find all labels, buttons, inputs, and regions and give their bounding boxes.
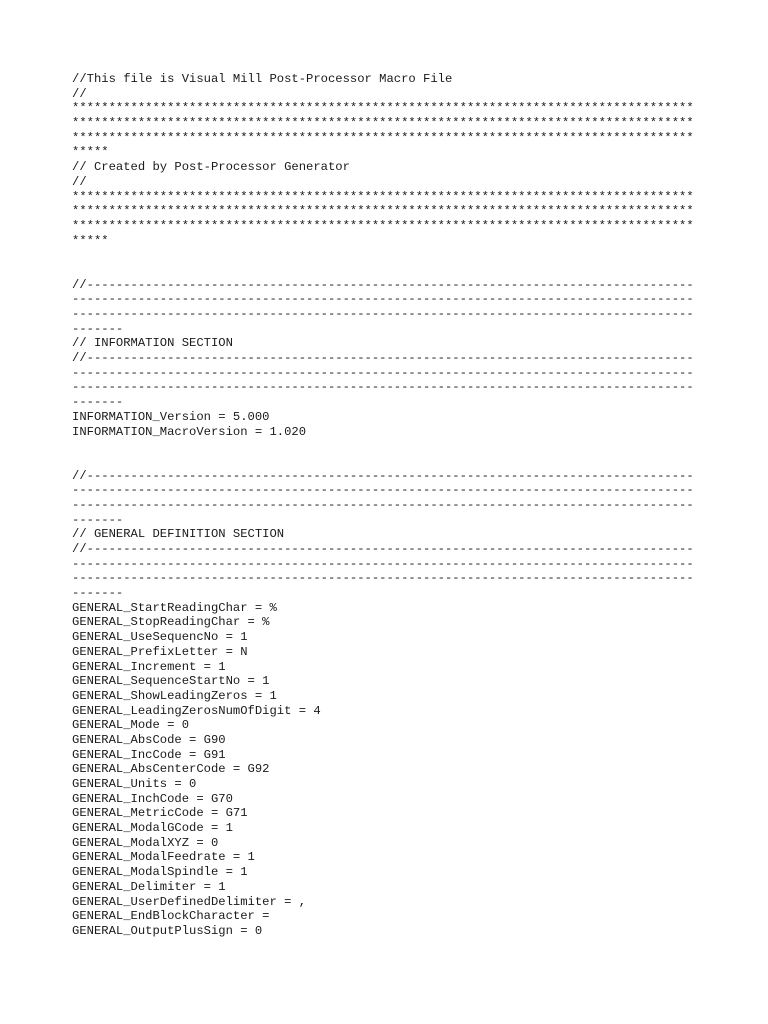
text-line: INFORMATION_Version = 5.000 bbox=[72, 409, 270, 424]
text-line: ***** bbox=[72, 145, 109, 160]
text-line: GENERAL_Delimiter = 1 bbox=[72, 879, 226, 894]
text-line: // bbox=[72, 86, 87, 101]
text-line: // Created by Post-Processor Generator bbox=[72, 160, 350, 175]
text-line: GENERAL_PrefixLetter = N bbox=[72, 644, 248, 659]
text-line: GENERAL_IncCode = G91 bbox=[72, 747, 226, 762]
text-line: GENERAL_UserDefinedDelimiter = , bbox=[72, 894, 307, 909]
text-line: ------- bbox=[72, 586, 124, 601]
text-line: GENERAL_InchCode = G70 bbox=[72, 791, 233, 806]
text-line: ************************************************************************************* bbox=[72, 189, 694, 204]
text-line: //----------------------------------------------------------------------------------- bbox=[72, 542, 694, 556]
text-line: // GENERAL DEFINITION SECTION bbox=[72, 527, 285, 542]
text-line: INFORMATION_MacroVersion = 1.020 bbox=[72, 424, 307, 439]
text-line: ------- bbox=[72, 512, 124, 527]
text-line: GENERAL_MetricCode = G71 bbox=[72, 806, 248, 821]
text-line: GENERAL_AbsCode = G90 bbox=[72, 732, 226, 747]
text-line: GENERAL_ShowLeadingZeros = 1 bbox=[72, 688, 277, 703]
text-line: GENERAL_Mode = 0 bbox=[72, 718, 190, 733]
text-line: ------------------------------------------------------------------------------------- bbox=[72, 571, 694, 586]
text-line: ************************************************************************************* bbox=[72, 130, 694, 145]
text-line bbox=[72, 263, 702, 278]
text-line: GENERAL_ModalFeedrate = 1 bbox=[72, 850, 255, 865]
text-line: ------------------------------------------------------------------------------------- bbox=[72, 307, 694, 321]
text-line: GENERAL_EndBlockCharacter = bbox=[72, 909, 270, 924]
text-line: ------- bbox=[72, 321, 124, 336]
text-line: GENERAL_Units = 0 bbox=[72, 777, 197, 791]
text-line: GENERAL_UseSequencNo = 1 bbox=[72, 630, 248, 645]
text-line: //----------------------------------------------------------------------------------- bbox=[72, 468, 694, 483]
text-line: ------------------------------------------------------------------------------------- bbox=[72, 556, 694, 571]
text-line: GENERAL_OutputPlusSign = 0 bbox=[72, 923, 263, 938]
text-line: GENERAL_SequenceStartNo = 1 bbox=[72, 674, 270, 689]
text-line: ------------------------------------------------------------------------------------- bbox=[72, 380, 694, 395]
macro-file-text bbox=[72, 72, 702, 939]
text-line: GENERAL_ModalGCode = 1 bbox=[72, 821, 233, 836]
text-line: ***** bbox=[72, 233, 109, 248]
text-line: ------- bbox=[72, 395, 124, 410]
text-line: ************************************************************************************* bbox=[72, 116, 694, 131]
text-line: GENERAL_LeadingZerosNumOfDigit = 4 bbox=[72, 703, 321, 718]
text-line: // INFORMATION SECTION bbox=[72, 336, 233, 351]
text-line: GENERAL_Increment = 1 bbox=[72, 659, 226, 674]
text-line: GENERAL_ModalXYZ = 0 bbox=[72, 835, 219, 850]
text-line bbox=[72, 248, 702, 263]
text-line bbox=[72, 439, 702, 454]
text-line: GENERAL_ModalSpindle = 1 bbox=[72, 865, 248, 880]
text-line: //This file is Visual Mill Post-Processor Macro File bbox=[72, 72, 453, 86]
document-page bbox=[72, 72, 702, 939]
text-line: ************************************************************************************* bbox=[72, 101, 694, 116]
text-line: //----------------------------------------------------------------------------------- bbox=[72, 351, 694, 366]
text-line: ************************************************************************************* bbox=[72, 218, 694, 233]
text-line: ------------------------------------------------------------------------------------- bbox=[72, 365, 694, 380]
text-line: GENERAL_AbsCenterCode = G92 bbox=[72, 762, 270, 777]
text-line: // bbox=[72, 174, 87, 189]
text-line: ------------------------------------------------------------------------------------- bbox=[72, 483, 694, 498]
text-line: GENERAL_StopReadingChar = % bbox=[72, 615, 270, 630]
text-line: //----------------------------------------------------------------------------------- bbox=[72, 277, 694, 292]
text-line: ------------------------------------------------------------------------------------- bbox=[72, 292, 694, 307]
text-line: ************************************************************************************* bbox=[72, 204, 694, 219]
text-line: GENERAL_StartReadingChar = % bbox=[72, 600, 277, 615]
text-line: ------------------------------------------------------------------------------------- bbox=[72, 497, 694, 512]
text-line bbox=[72, 454, 702, 469]
